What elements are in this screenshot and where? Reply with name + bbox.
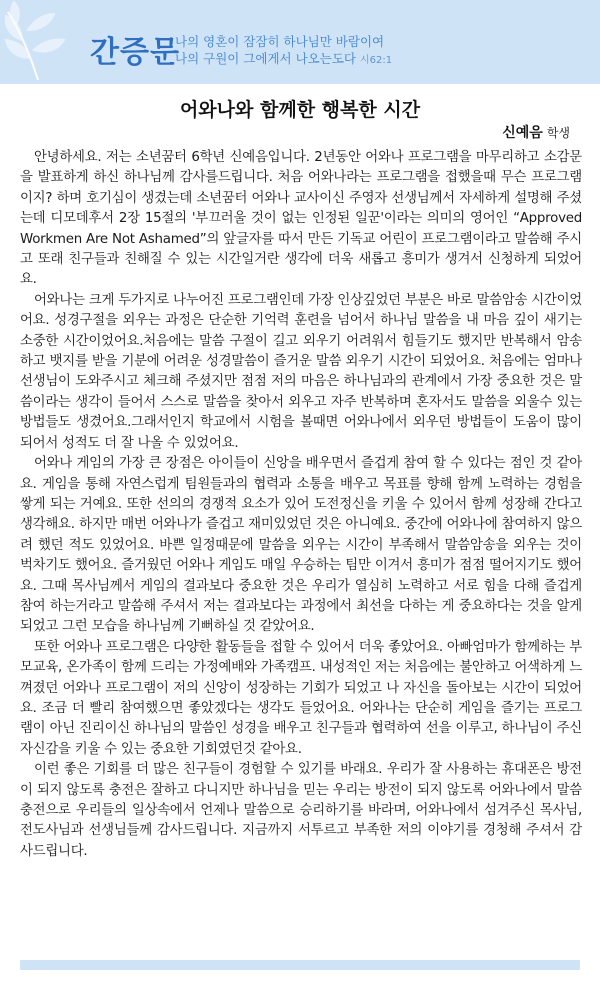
verse-line-1: 나의 영혼이 잠잠히 하나님만 바람이여 <box>175 34 385 49</box>
header-verse <box>175 33 392 69</box>
author-role: 학생 <box>546 126 570 140</box>
verse-reference: 시62:1 <box>359 55 393 66</box>
paragraph: 또한 어와나 프로그램은 다양한 활동들을 접할 수 있어서 더욱 좋았어요. 아빠엄마가 함께하는 부모교육, 온가족이 함께 드리는 가정예배와 가족캠프. 내성적인 저는 처음에는 불안하고 어색하게 느껴졌던 어와나 프로그램이 저의 신앙이 성장하는 기회가 되었고 나 자신을 돌아보는 시간이 되었어요. 조금 더 빨리 참여했으면 좋았겠다는 생각도 들었어요. 어와나는 단순히 게임을 즐기는 프로그램이 아닌 진리이신 하나님의 말씀인 성경을 배우고 친구들과 협력하여 선을 이루고, 하나님이 주신 자신감을 키울 수 있는 중요한 기회였던것 같아요. <box>20 639 582 757</box>
paragraph: 이런 좋은 기회를 더 많은 친구들이 경험할 수 있기를 바래요. 우리가 잘 사용하는 휴대폰은 방전이 되지 않도록 충전은 잘하고 다니지만 하나님을 믿는 우리는 방전이 되지 않도록 어와나에서 말씀 충전으로 우리들의 일상속에서 언제나 말씀으로 승리하기를 바라며, 어와나에서 섬겨주신 목사님, 전도사님과 선생님들께 감사드립니다. 지금까지 서투르고 부족한 저의 이야기를 경청해 주셔서 감사드립니다. <box>20 762 582 859</box>
header-banner <box>0 0 600 84</box>
leaf-decoration-icon <box>0 0 80 84</box>
article-title: 어와나와 함께한 행복한 시간 <box>179 99 421 121</box>
article-body <box>20 148 582 862</box>
byline <box>502 122 570 142</box>
author-name: 신예음 <box>502 125 543 141</box>
paragraph: 안녕하세요. 저는 소년꿈터 6학년 신예음입니다. 2년동안 어와나 프로그램을 마무리하고 소감문을 발표하게 하신 하나님께 감사를드립니다. 처음 어와나라는 프로그램을 접했을때 무슨 프로그램이지? 하며 호기심이 생겼는데 소년꿈터 어와나 교사이신 주영자 선생님께서 자세하게 설명해 주셨는데 디모데후서 2장 15절의 '부끄러울 것이 없는 인정된 일꾼'이라는 의미의 영어인 “Approved Workmen Are Not Ashamed”의 앞글자를 따서 만든 기독교 어린이 프로그램이라고 말씀해 주시고 또래 친구들과 친해질 수 있는 시간일거란 생각에 더욱 새롭고 흥미가 생겨서 신청하게 되었어요. <box>20 150 582 288</box>
verse-line-2-text: 나의 구원이 그에게서 나오는도다 <box>175 51 356 66</box>
paragraph: 어와나 게임의 가장 큰 장점은 아이들이 신앙을 배우면서 즐겁게 참여 할 수 있다는 점인 것 같아요. 게임을 통해 자연스럽게 팀원들과의 협력과 소통을 배우고 목표를 향해 함께 노력하는 경험을 쌓게 되는 거예요. 또한 선의의 경쟁적 요소가 있어 도전정신을 키울 수 있어서 함께 성장해 간다고 생각해요. 하지만 매번 어와나가 즐겁고 재미있었던 것은 아니예요. 중간에 어와나에 참여하지 않으려 했던 적도 있었어요. 바쁜 일정때문에 말씀을 외우는 시간이 부족해서 말씀암송을 외우는 것이 벅차기도 했어요. 즐거웠던 어와나 게임도 매일 우승하는 팀만 이겨서 흥미가 점점 떨어지기도 했어요. 그때 목사님께서 게임의 결과보다 중요한 것은 우리가 열심히 노력하고 서로 힘을 다해 즐겁게 참여 하는거라고 말씀해 주셔서 저는 결과보다는 과정에서 최선을 다하는 게 중요하다는 것을 알게 되었고 그런 모습을 하나님께 기뻐하실 것 같았어요. <box>20 456 582 635</box>
section-title: 간증문 <box>90 35 180 70</box>
footer-bar <box>20 960 580 970</box>
verse-line-2 <box>175 50 392 69</box>
paragraph: 어와나는 크게 두가지로 나누어진 프로그램인데 가장 인상깊었던 부분은 바로 말씀암송 시간이었어요. 성경구절을 외우는 과정은 단순한 기억력 훈련을 넘어서 하나님 말씀을 내 마음 깊이 새기는 소중한 시간이었어요.처음에는 말씀 구절이 길고 외우기 어려워서 힘들기도 했지만 반복해서 암송하고 뱃지를 받을 기분에 어려운 성경말씀이 즐거운 말씀 외우기 시간이 되었어요. 처음에는 엄마나 선생님이 도와주시고 체크해 주셨지만 점점 저의 마음은 하나님과의 관계에서 가장 중요한 것은 말씀이라는 생각이 들어서 스스로 말씀을 찾아서 외우고 자주 반복하며 혼자서도 말씀을 외울수 있는 방법들도 생겼어요.그래서인지 학교에서 시험을 볼때면 어와나에서 외우던 방법들이 도움이 많이 되어서 성적도 더 잘 나올 수 있었어요. <box>20 292 582 451</box>
